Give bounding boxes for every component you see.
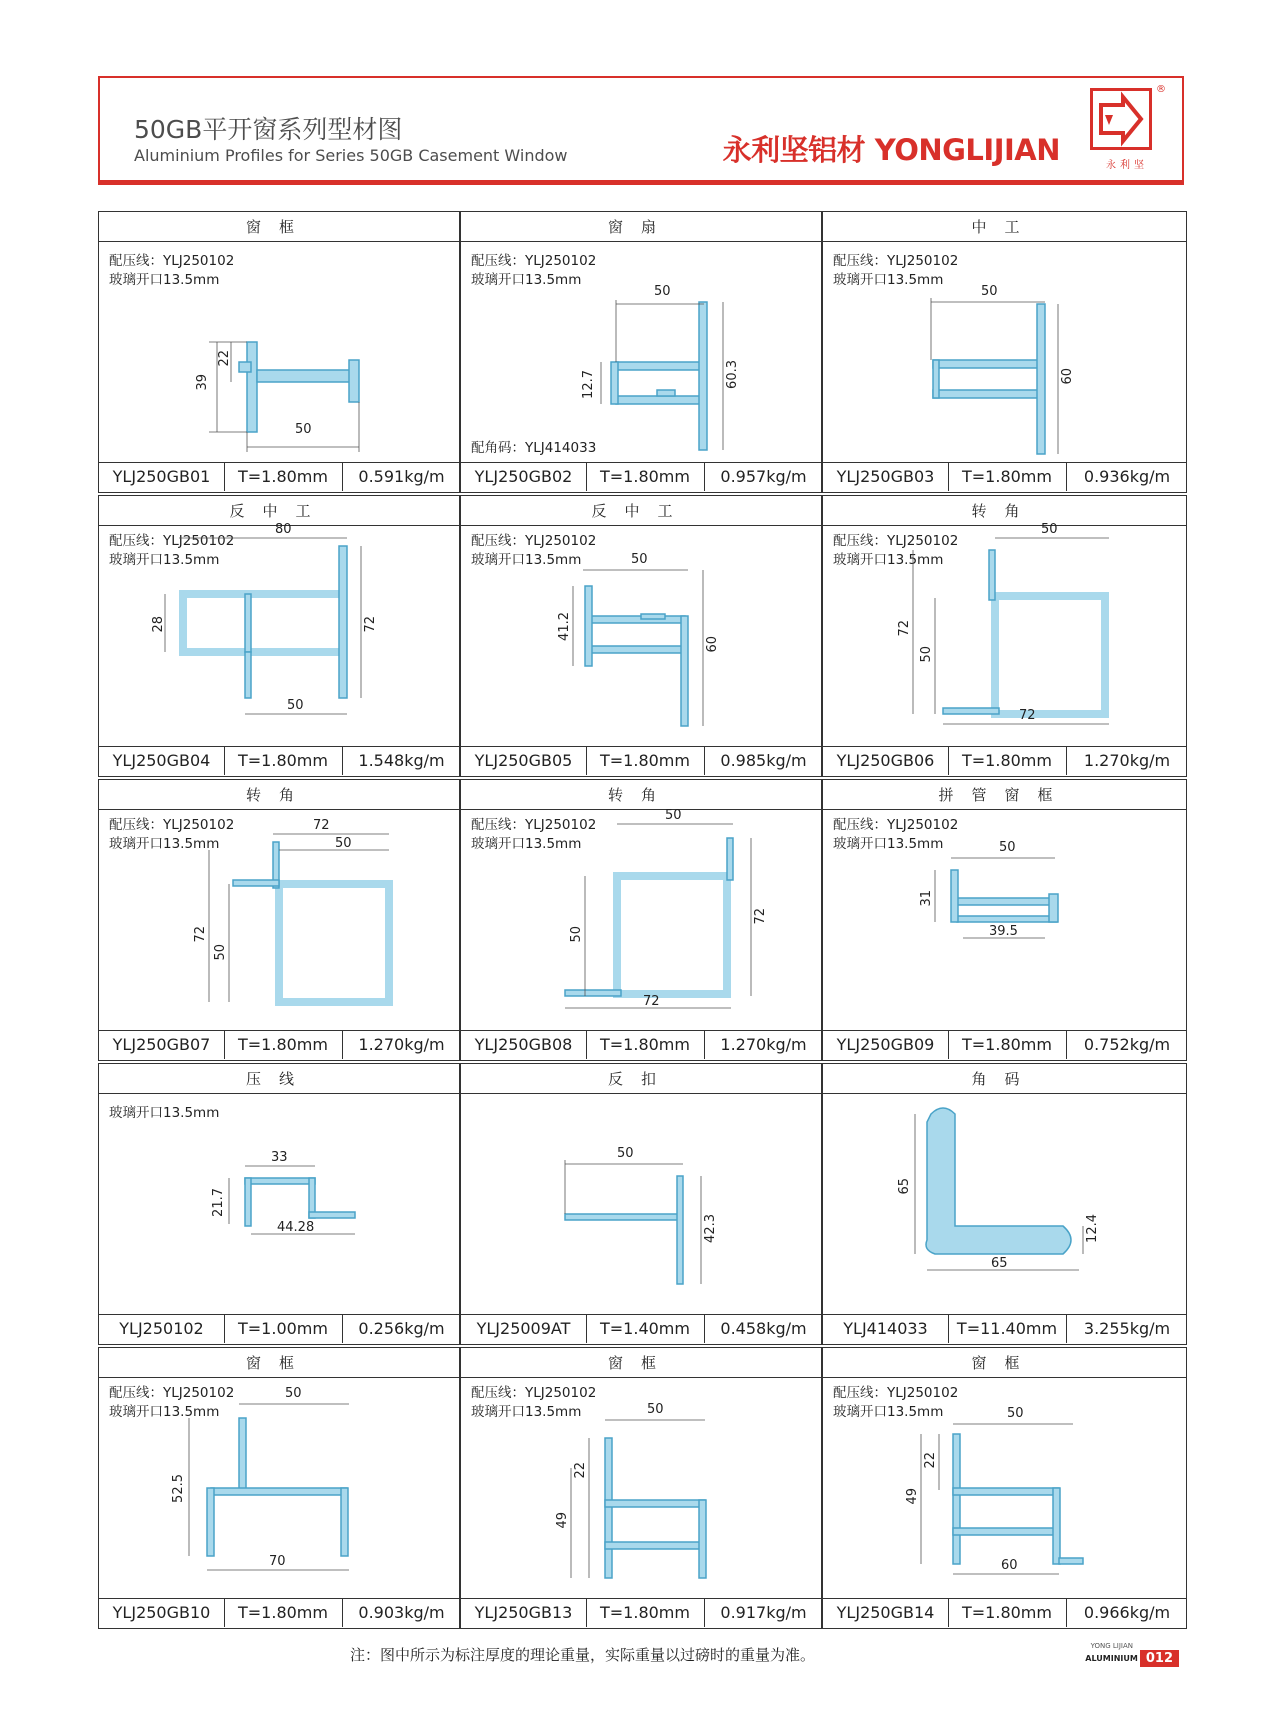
- dimension-label: 49: [905, 1488, 920, 1505]
- profile-thickness: T=1.80mm: [586, 747, 705, 775]
- press-line-note: 配压线：YLJ250102: [109, 253, 235, 269]
- profile-drawing: [461, 1378, 823, 1600]
- profile-code: YLJ250GB01: [99, 463, 225, 491]
- dimension-label: 60.3: [725, 360, 740, 389]
- spec-row: [823, 1598, 1186, 1628]
- profile-card: [822, 1347, 1187, 1629]
- profile-thickness: T=1.80mm: [224, 1599, 343, 1627]
- profile-thickness: T=1.80mm: [948, 1599, 1067, 1627]
- profile-drawing: [823, 1094, 1185, 1316]
- profile-drawing: [99, 242, 461, 464]
- dimension-label: 49: [555, 1512, 570, 1529]
- profile-drawing: [823, 1378, 1185, 1600]
- spec-row: [461, 746, 821, 776]
- glass-open-note: 玻璃开口13.5mm: [109, 836, 220, 852]
- profile-weight: 0.591kg/m: [358, 467, 445, 486]
- dimension-label: 60: [705, 636, 720, 653]
- profile-drawing: [461, 242, 823, 464]
- glass-open-note: 玻璃开口13.5mm: [109, 1404, 220, 1420]
- dimension-label: 50: [647, 1402, 664, 1417]
- profile-code: YLJ250GB06: [823, 747, 949, 775]
- glass-open-note: 玻璃开口13.5mm: [471, 836, 582, 852]
- profile-drawing: [99, 810, 461, 1032]
- spec-row: [99, 1314, 459, 1344]
- profile-code: YLJ250GB13: [461, 1599, 587, 1627]
- page-subtitle: Aluminium Profiles for Series 50GB Casement Window: [134, 146, 568, 165]
- dimension-label: 50: [287, 698, 304, 713]
- profile-card: [822, 1063, 1187, 1345]
- press-line-note: 配压线：YLJ250102: [109, 1385, 235, 1401]
- spec-row: [823, 1030, 1186, 1060]
- glass-open-note: 玻璃开口13.5mm: [833, 552, 944, 568]
- profile-thickness: T=1.80mm: [224, 747, 343, 775]
- profile-title: 中工: [823, 212, 1186, 242]
- profile-card: [98, 1063, 460, 1345]
- profile-card: [822, 779, 1187, 1061]
- profile-title: 反中工: [461, 496, 821, 526]
- profile-drawing: [823, 810, 1185, 1032]
- spec-row: [461, 1030, 821, 1060]
- dimension-label: 72: [1019, 708, 1036, 723]
- dimension-label: 50: [617, 1146, 634, 1161]
- press-line-note: 配压线：YLJ250102: [833, 533, 959, 549]
- profile-code: YLJ414033: [823, 1315, 949, 1343]
- glass-open-note: 玻璃开口13.5mm: [109, 272, 220, 288]
- profile-drawing: [99, 1378, 461, 1600]
- glass-open-note: 玻璃开口13.5mm: [833, 836, 944, 852]
- profile-title: 转角: [99, 780, 459, 810]
- footer-note: 注：图中所示为标注厚度的理论重量，实际重量以过磅时的重量为准。: [350, 1646, 816, 1664]
- profile-code: YLJ250GB10: [99, 1599, 225, 1627]
- profile-title: 反扣: [461, 1064, 821, 1094]
- dimension-label: 72: [753, 908, 768, 925]
- dimension-label: 50: [1041, 522, 1058, 537]
- dimension-label: 44.28: [277, 1220, 315, 1235]
- page-number: 012: [1140, 1650, 1179, 1667]
- profile-code: YLJ250GB07: [99, 1031, 225, 1059]
- dimension-label: 50: [665, 808, 682, 823]
- profile-weight: 0.985kg/m: [720, 751, 807, 770]
- dimension-label: 72: [313, 818, 330, 833]
- press-line-note: 配压线：YLJ250102: [471, 1385, 597, 1401]
- profile-weight: 1.270kg/m: [358, 1035, 445, 1054]
- dimension-label: 31: [919, 890, 934, 907]
- profile-title: 转角: [461, 780, 821, 810]
- dimension-label: 22: [923, 1452, 938, 1469]
- dimension-label: 12.7: [581, 370, 596, 399]
- dimension-label: 65: [897, 1178, 912, 1195]
- dimension-label: 72: [897, 620, 912, 637]
- glass-open-note: 玻璃开口13.5mm: [471, 1404, 582, 1420]
- footer-aluminium: ALUMINIUM: [1085, 1654, 1138, 1663]
- spec-row: [99, 1030, 459, 1060]
- dimension-label: 50: [919, 646, 934, 663]
- profile-card: [822, 211, 1187, 493]
- profile-thickness: T=1.80mm: [224, 463, 343, 491]
- press-line-note: 配压线：YLJ250102: [833, 1385, 959, 1401]
- profile-weight: 3.255kg/m: [1083, 1319, 1171, 1338]
- profile-weight: 1.548kg/m: [358, 751, 445, 770]
- dimension-label: 50: [295, 422, 312, 437]
- dimension-label: 50: [335, 836, 352, 851]
- profile-weight: 0.752kg/m: [1083, 1035, 1171, 1054]
- profile-card: [460, 211, 822, 493]
- profile-card: [460, 1347, 822, 1629]
- dimension-label: 28: [151, 616, 166, 633]
- glass-open-note: 玻璃开口13.5mm: [471, 272, 582, 288]
- profile-card: [460, 1063, 822, 1345]
- profile-thickness: T=1.80mm: [586, 463, 705, 491]
- dimension-label: 12.4: [1085, 1214, 1100, 1243]
- dimension-label: 52.5: [171, 1474, 186, 1503]
- press-line-note: 配压线：YLJ250102: [471, 253, 597, 269]
- profile-card: [98, 779, 460, 1061]
- spec-row: [461, 1598, 821, 1628]
- dimension-label: 50: [654, 284, 671, 299]
- profile-thickness: T=1.80mm: [586, 1599, 705, 1627]
- profile-code: YLJ250GB14: [823, 1599, 949, 1627]
- spec-row: [823, 746, 1186, 776]
- profile-drawing: [823, 242, 1185, 464]
- profile-title: 窗框: [99, 1348, 459, 1378]
- profile-title: 窗框: [461, 1348, 821, 1378]
- glass-open-note: 玻璃开口13.5mm: [833, 1404, 944, 1420]
- profile-title: 拼管窗框: [823, 780, 1186, 810]
- profile-thickness: T=1.00mm: [224, 1315, 343, 1343]
- dimension-label: 72: [193, 926, 208, 943]
- profile-title: 转角: [823, 496, 1186, 526]
- profile-title: 压线: [99, 1064, 459, 1094]
- dimension-label: 50: [285, 1386, 302, 1401]
- profile-drawing: [461, 526, 823, 748]
- spec-row: [99, 462, 459, 492]
- profile-weight: 0.957kg/m: [720, 467, 807, 486]
- spec-row: [823, 462, 1186, 492]
- dimension-label: 50: [1007, 1406, 1024, 1421]
- glass-open-note: 玻璃开口13.5mm: [833, 272, 944, 288]
- profile-code: YLJ250102: [99, 1315, 225, 1343]
- profile-weight: 1.270kg/m: [1083, 751, 1171, 770]
- profile-weight: 0.936kg/m: [1083, 467, 1171, 486]
- profile-code: YLJ250GB05: [461, 747, 587, 775]
- spec-row: [99, 746, 459, 776]
- glass-open-note: 玻璃开口13.5mm: [109, 1105, 220, 1121]
- dimension-label: 60: [1060, 368, 1075, 385]
- dimension-label: 50: [631, 552, 648, 567]
- press-line-note: 配压线：YLJ250102: [833, 253, 959, 269]
- profile-weight: 0.458kg/m: [720, 1319, 807, 1338]
- registered-mark: ®: [1156, 84, 1166, 95]
- press-line-note: 配压线：YLJ250102: [109, 817, 235, 833]
- profile-weight: 0.256kg/m: [358, 1319, 445, 1338]
- press-line-note: 配压线：YLJ250102: [109, 533, 235, 549]
- profile-card: [98, 495, 460, 777]
- dimension-label: 72: [643, 994, 660, 1009]
- spec-row: [99, 1598, 459, 1628]
- press-line-note: 配压线：YLJ250102: [833, 817, 959, 833]
- profile-weight: 0.917kg/m: [720, 1603, 807, 1622]
- dimension-label: 41.2: [557, 612, 572, 641]
- dimension-label: 21.7: [211, 1188, 226, 1217]
- brand-logo-icon: [1090, 88, 1152, 150]
- logo-caption: 永利坚: [1106, 160, 1148, 171]
- profile-thickness: T=11.40mm: [948, 1315, 1067, 1343]
- dimension-label: 60: [1001, 1558, 1018, 1573]
- profile-weight: 0.966kg/m: [1083, 1603, 1171, 1622]
- spec-row: [461, 1314, 821, 1344]
- press-line-note: 配压线：YLJ250102: [471, 817, 597, 833]
- footer-brand-small: YONG LIJIAN: [1090, 1642, 1133, 1650]
- profile-drawing: [99, 522, 461, 748]
- profile-drawing: [461, 1094, 823, 1316]
- profile-thickness: T=1.80mm: [224, 1031, 343, 1059]
- dimension-label: 50: [569, 926, 584, 943]
- header-rule: [98, 180, 1184, 185]
- dimension-label: 22: [217, 350, 232, 367]
- profile-card: [822, 495, 1187, 777]
- glass-open-note: 玻璃开口13.5mm: [109, 552, 220, 568]
- profile-card: [460, 495, 822, 777]
- dimension-label: 50: [213, 944, 228, 961]
- profile-code: YLJ250GB04: [99, 747, 225, 775]
- profile-drawing: [823, 522, 1185, 748]
- profile-weight: 1.270kg/m: [720, 1035, 807, 1054]
- spec-row: [461, 462, 821, 492]
- profile-code: YLJ25009AT: [461, 1315, 587, 1343]
- profile-thickness: T=1.80mm: [948, 1031, 1067, 1059]
- profile-thickness: T=1.80mm: [948, 463, 1067, 491]
- profile-card: [98, 1347, 460, 1629]
- page-header: [98, 76, 1184, 184]
- profile-thickness: T=1.80mm: [586, 1031, 705, 1059]
- profile-title: 窗框: [99, 212, 459, 242]
- profile-thickness: T=1.80mm: [948, 747, 1067, 775]
- footer-brand: [1085, 1642, 1179, 1667]
- profile-title: 窗框: [823, 1348, 1186, 1378]
- dimension-label: 39: [195, 374, 210, 391]
- press-line-note: 配压线：YLJ250102: [471, 533, 597, 549]
- dimension-label: 50: [999, 840, 1016, 855]
- dimension-label: 50: [981, 284, 998, 299]
- corner-key-note: 配角码：YLJ414033: [471, 440, 597, 456]
- profile-code: YLJ250GB03: [823, 463, 949, 491]
- profile-code: YLJ250GB02: [461, 463, 587, 491]
- dimension-label: 65: [991, 1256, 1008, 1271]
- dimension-label: 39.5: [989, 924, 1018, 939]
- profile-thickness: T=1.40mm: [586, 1315, 705, 1343]
- spec-row: [823, 1314, 1186, 1344]
- profile-code: YLJ250GB09: [823, 1031, 949, 1059]
- profile-card: [98, 211, 460, 493]
- profile-title: 窗扇: [461, 212, 821, 242]
- dimension-label: 22: [573, 1462, 588, 1479]
- profile-drawing: [461, 810, 823, 1032]
- dimension-label: 42.3: [703, 1214, 718, 1243]
- page-title: 50GB平开窗系列型材图: [134, 115, 403, 144]
- profile-drawing: [99, 1094, 461, 1316]
- dimension-label: 33: [271, 1150, 288, 1165]
- profile-code: YLJ250GB08: [461, 1031, 587, 1059]
- dimension-label: 72: [363, 616, 378, 633]
- dimension-label: 80: [275, 522, 292, 537]
- profile-title: 角码: [823, 1064, 1186, 1094]
- dimension-label: 70: [269, 1554, 286, 1569]
- profile-weight: 0.903kg/m: [358, 1603, 445, 1622]
- profile-card: [460, 779, 822, 1061]
- brand-name: 永利坚铝材 YONGLIJIAN: [722, 133, 1060, 167]
- glass-open-note: 玻璃开口13.5mm: [471, 552, 582, 568]
- profile-title: 反中工: [99, 496, 459, 526]
